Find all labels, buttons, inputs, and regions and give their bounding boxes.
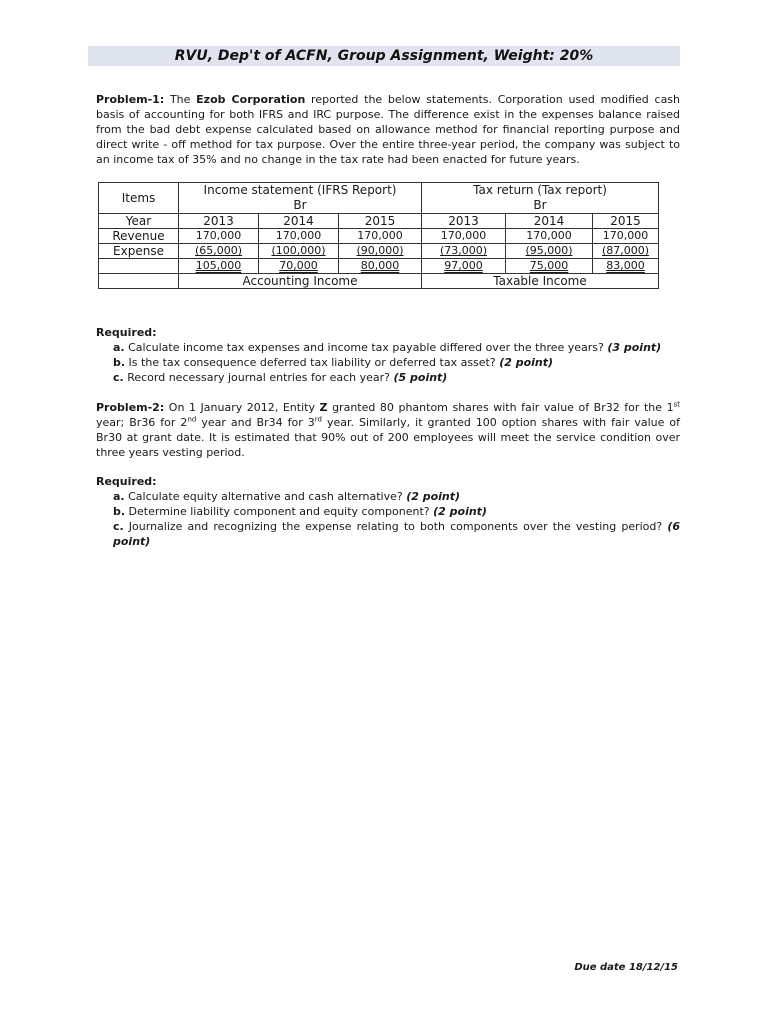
accounting-income-label: Accounting Income: [179, 274, 422, 289]
ifrs-header-currency: Br: [293, 198, 307, 212]
ordinal-suffix: nd: [187, 415, 197, 424]
ifrs-expense-cell: [339, 244, 422, 259]
ifrs-year-cell: 2014: [259, 214, 339, 229]
required-1-item: [113, 340, 680, 355]
ifrs-revenue-cell: 170,000: [259, 229, 339, 244]
required-2-heading: Required:: [96, 475, 157, 488]
item-points: (2 point): [406, 490, 461, 503]
ifrs-expense-value: (65,000): [194, 244, 243, 257]
tax-income-value: 75,000: [529, 259, 569, 272]
ifrs-income-value: 70,000: [279, 259, 318, 272]
revenue-label: Revenue: [99, 229, 179, 244]
required-1-list: [96, 340, 680, 385]
entity-name: Z: [319, 401, 328, 414]
ordinal-suffix: st: [673, 400, 680, 409]
item-points: (3 point): [607, 341, 662, 354]
problem-2-text: year; Br36 for 2: [96, 416, 188, 429]
item-letter: b.: [113, 356, 126, 369]
problem-2-text: year and Br34 for 3: [196, 416, 315, 429]
tax-income-value: 83,000: [606, 259, 645, 272]
item-points: (2 point): [499, 356, 554, 369]
problem-1-label: Problem-1:: [96, 93, 165, 106]
item-letter: c.: [113, 520, 124, 533]
item-points: (6 point): [113, 520, 680, 548]
tax-income-cell: [506, 259, 593, 274]
problem-2-label: Problem-2:: [96, 401, 165, 414]
ifrs-income-value: 80,000: [360, 259, 400, 272]
item-letter: b.: [113, 505, 126, 518]
tax-expense-cell: [593, 244, 659, 259]
ifrs-header-title: Income statement (IFRS Report): [203, 183, 397, 197]
items-header: Items: [99, 183, 179, 214]
item-points: (2 point): [433, 505, 487, 518]
tax-expense-value: (73,000): [439, 244, 488, 257]
required-1-heading: Required:: [96, 326, 157, 339]
ifrs-income-cell: [339, 259, 422, 274]
ordinal-suffix: rd: [314, 415, 322, 424]
required-1-item: [113, 355, 680, 370]
page-title: RVU, Dep't of ACFN, Group Assignment, Weight: 20%: [88, 46, 680, 66]
required-1-section: [96, 325, 680, 385]
required-2-list: [96, 489, 680, 549]
due-date: Due date 18/12/15: [574, 962, 678, 973]
ifrs-expense-value: (100,000): [271, 244, 326, 257]
tax-header-currency: Br: [533, 198, 547, 212]
ifrs-income-cell: [259, 259, 339, 274]
tax-revenue-cell: 170,000: [422, 229, 506, 244]
problem-1-paragraph: [96, 92, 680, 167]
tax-header: [422, 183, 659, 214]
taxable-income-label: Taxable Income: [422, 274, 659, 289]
statements-table: [98, 182, 659, 289]
required-1-item: [113, 370, 680, 385]
item-text: Calculate income tax expenses and income tax payable differed over the three years?: [124, 341, 608, 354]
ifrs-expense-cell: [179, 244, 259, 259]
tax-revenue-cell: 170,000: [506, 229, 593, 244]
required-2-item: [113, 504, 680, 519]
ifrs-expense-value: (90,000): [356, 244, 404, 257]
ifrs-year-cell: 2013: [179, 214, 259, 229]
tax-revenue-cell: 170,000: [593, 229, 659, 244]
tax-income-cell: [593, 259, 659, 274]
tax-income-cell: [422, 259, 506, 274]
problem-2-text: granted 80 phantom shares with fair value of Br32 for the 1: [327, 401, 674, 414]
tax-income-value: 97,000: [444, 259, 483, 272]
item-text: Is the tax consequence deferred tax liability or deferred tax asset?: [125, 356, 500, 369]
tax-expense-value: (95,000): [525, 244, 573, 257]
company-name: Ezob Corporation: [196, 93, 306, 106]
ifrs-header: [179, 183, 422, 214]
tax-expense-cell: [506, 244, 593, 259]
empty-cell: [99, 259, 179, 274]
tax-year-cell: 2015: [593, 214, 659, 229]
ifrs-income-cell: [179, 259, 259, 274]
item-text: Record necessary journal entries for each year?: [123, 371, 394, 384]
problem-1-text-a: The: [164, 93, 197, 106]
ifrs-expense-cell: [259, 244, 339, 259]
tax-expense-value: (87,000): [601, 244, 650, 257]
required-2-item: [113, 489, 680, 504]
ifrs-revenue-cell: 170,000: [179, 229, 259, 244]
item-letter: a.: [113, 490, 125, 503]
item-text: Calculate equity alternative and cash alternative?: [124, 490, 407, 503]
ifrs-revenue-cell: 170,000: [339, 229, 422, 244]
item-letter: c.: [113, 371, 124, 384]
problem-2-text: year. Similarly, it granted 100 option shares with fair value of Br30 at grant date. It is estimated that 90% out of 200 employees will meet the service condition over three years vesting period.: [96, 416, 680, 459]
required-2-item: [113, 519, 680, 549]
tax-year-cell: 2014: [506, 214, 593, 229]
required-2-section: [96, 474, 680, 549]
expense-label: Expense: [99, 244, 179, 259]
tax-expense-cell: [422, 244, 506, 259]
item-text: Journalize and recognizing the expense relating to both components over the vesting period?: [123, 520, 668, 533]
item-points: (5 point): [393, 371, 448, 384]
item-letter: a.: [113, 341, 125, 354]
problem-1-text-b: reported the below statements. Corporation used modified cash basis of accounting for both IFRS and IRC purpose. The difference exist in the expenses balance raised from the bad debt expense calculated based on allowance method for financial reporting purpose and direct write - off method for tax purpose. Over the entire three-year period, the company was subject to an income tax of 35% and no change in the tax rate had been enacted for future years.: [96, 93, 681, 166]
ifrs-year-cell: 2015: [339, 214, 422, 229]
ifrs-income-value: 105,000: [195, 259, 242, 272]
item-text: Determine liability component and equity component?: [125, 505, 434, 518]
problem-2-paragraph: [96, 400, 680, 460]
tax-header-title: Tax return (Tax report): [473, 183, 607, 197]
problem-2-text: On 1 January 2012, Entity: [164, 401, 320, 414]
empty-cell: [99, 274, 179, 289]
tax-year-cell: 2013: [422, 214, 506, 229]
year-label: Year: [99, 214, 179, 229]
